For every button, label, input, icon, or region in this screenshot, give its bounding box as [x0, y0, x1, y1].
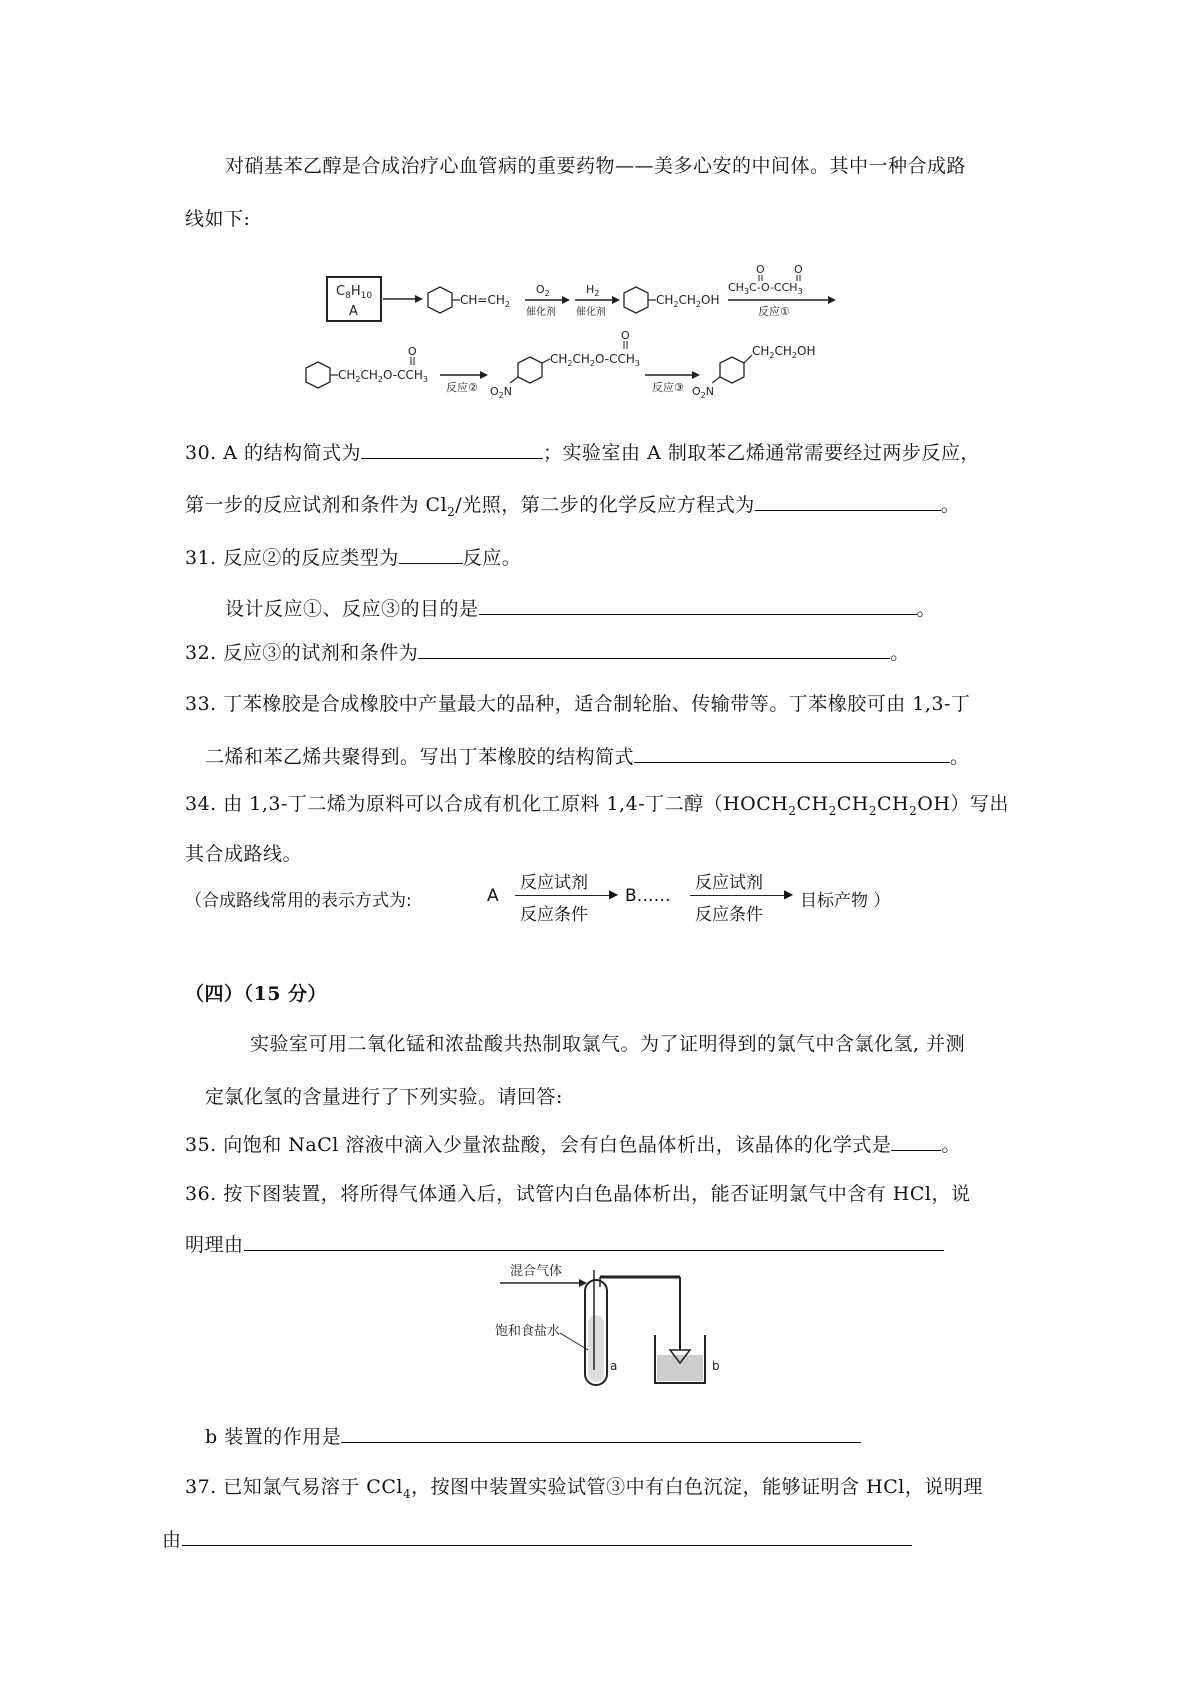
answer-blank-30b[interactable] [755, 490, 941, 511]
nitro-group-2: $O_2N$ [692, 385, 714, 400]
answer-blank-36b[interactable] [341, 1422, 861, 1443]
brine-label: 饱和食盐水 [495, 1324, 561, 1339]
nitro-ester-o: O [621, 329, 630, 342]
benzene-ring-5 [720, 357, 744, 383]
section-4-title: （四）（15 分） [185, 983, 328, 1005]
answer-blank-37[interactable] [182, 1525, 912, 1546]
ester-o: O [408, 345, 417, 358]
synthesis-route-notation: （合成路线常用的表示方式为: A 反应试剂 ▶ 反应条件 B…… 反应试剂 ▶ 反应条件 目标产物 ） [185, 873, 891, 925]
beaker-b-label: b [712, 1359, 720, 1373]
beaker-liquid [657, 1355, 703, 1381]
question-37-line-1: 37. 已知氯气易溶于 CCl$_4$，按图中装置实验试管③中有白色沉淀，能够证明含 HCl，说明理 [185, 1476, 983, 1501]
question-34-line-2: 其合成路线。 [185, 843, 303, 865]
ester-group: $CH_2CH_2O-CCH_3$ [338, 368, 428, 384]
reagent-o2: $O_2$ [536, 283, 550, 298]
compound-a-label: A [349, 304, 358, 319]
reagent-h2: $H_2$ [586, 283, 600, 298]
synthesis-scheme-drawing [300, 245, 920, 415]
nitro-group-1: $O_2N$ [490, 385, 512, 400]
product-group: $CH_2CH_2OH$ [752, 344, 816, 360]
answer-blank-35[interactable] [891, 1130, 941, 1151]
question-36-b: b 装置的作用是 [205, 1422, 861, 1451]
question-36-line-2: 明理由 [185, 1230, 944, 1259]
question-30-line-1: 30. A 的结构简式为 ；实验室由 A 制取苯乙烯通常需要经过两步反应， [185, 438, 980, 467]
apparatus-drawing [480, 1255, 740, 1395]
question-33-line-2: 二烯和苯乙烯共聚得到。写出丁苯橡胶的结构简式 。 [205, 742, 970, 771]
benzene-ring-1 [428, 287, 452, 313]
question-31-line-2: 设计反应①、反应③的目的是 。 [225, 594, 936, 623]
reagent-catalyst-2: 催化剂 [576, 307, 606, 318]
question-35: 35. 向饱和 NaCl 溶液中滴入少量浓盐酸，会有白色晶体析出，该晶体的化学式是 。 [185, 1130, 961, 1159]
route-arrow-1 [515, 895, 615, 896]
anhydride-group: $CH_3C-O-CCH_3$ [728, 281, 803, 296]
compound-a-formula: $C_8H_{10}$ [336, 284, 373, 301]
styrene-group: $CH=CH_2$ [460, 293, 510, 309]
apparatus-diagram [480, 1255, 740, 1395]
intro-line-2: 线如下: [185, 208, 251, 230]
reagent-catalyst-1: 催化剂 [526, 307, 556, 318]
gas-label: 混合气体 [510, 1264, 563, 1279]
brine-liquid [588, 1315, 604, 1382]
answer-blank-31a[interactable] [399, 543, 463, 564]
anhydride-o-2: O [794, 263, 803, 276]
answer-blank-36[interactable] [244, 1230, 944, 1251]
question-32: 32. 反应③的试剂和条件为 。 [185, 638, 910, 667]
intro-line-1: 对硝基苯乙醇是合成治疗心血管病的重要药物——美多心安的中间体。其中一种合成路 [225, 155, 967, 177]
question-30-line-2: 第一步的反应试剂和条件为 $Cl_2/$光照，第二步的化学反应方程式为 。 [185, 490, 960, 526]
question-36-line-1: 36. 按下图装置，将所得气体通入后，试管内白色晶体析出，能否证明氯气中含有 HCl，说 [185, 1183, 971, 1205]
reaction-3-label: 反应③ [652, 381, 684, 394]
answer-blank-33[interactable] [634, 742, 950, 763]
answer-blank-30a[interactable] [361, 438, 543, 459]
reaction-1-label: 反应① [758, 305, 790, 318]
tube-a-label: a [610, 1359, 618, 1373]
section-4-intro-line-1: 实验室可用二氧化锰和浓盐酸共热制取氯气。为了证明得到的氯气中含氯化氢, 并测 [250, 1033, 966, 1055]
answer-blank-32[interactable] [418, 638, 890, 659]
answer-blank-31b[interactable] [479, 594, 917, 615]
benzene-ring-3 [306, 362, 330, 388]
question-33-line-1: 33. 丁苯橡胶是合成橡胶中产量最大的品种，适合制轮胎、传输带等。丁苯橡胶可由 1,3-丁 [185, 693, 971, 715]
route-arrow-1-head: ▶ [609, 887, 619, 901]
synthesis-scheme [300, 245, 920, 415]
route-arrow-2 [690, 895, 790, 896]
anhydride-o-1: O [756, 263, 765, 276]
route-arrow-2-head: ▶ [784, 887, 794, 901]
benzene-ring-4 [518, 357, 542, 383]
reaction-2-label: 反应② [446, 381, 478, 394]
benzene-ring-2 [624, 287, 648, 313]
phenylethanol-group: $CH_2CH_2OH$ [656, 293, 720, 309]
question-34-line-1: 34. 由 1,3-丁二烯为原料可以合成有机化工原料 1,4-丁二醇$(HOCH_2CH_2CH_2CH_2OH)$写出 [185, 793, 1009, 818]
question-37-line-2: 由 [162, 1525, 912, 1554]
question-31-line-1: 31. 反应②的反应类型为 反应。 [185, 543, 521, 572]
section-4-intro-line-2: 定氯化氢的含量进行了下列实验。请回答: [205, 1086, 563, 1108]
nitro-ester-group: $CH_2CH_2O-CCH_3$ [550, 352, 640, 368]
